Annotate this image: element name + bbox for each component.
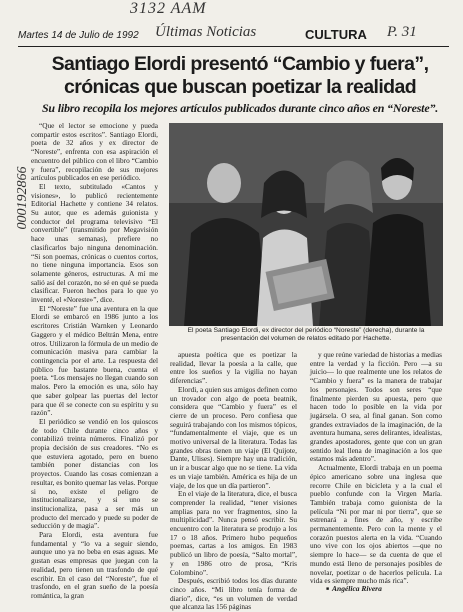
article-column-2 [170,351,297,612]
handwritten-publication-name: Últimas Noticias [155,24,257,40]
paragraph: El texto, subtitulado «Cantos y visiones», lo publicó recientemente Editorial Hachette y contiene 34 relatos. Su autor, que es además guionista y conductor del programa televisivo “El convertible” (transmitido por Megavisión hace unas semanas), prefiere no clasificarlos bajo ninguna denominación. “Si son poemas, crónicas o cuentos cortos, no tiene ninguna importancia. Esos son solamente géneros, estructuras. A mí me salió así del corazón, no sé en qué se pueda clasificar. Fueron hechos para lo que yo inventé, el «Noreste»”, dice. [31,181,158,305]
paragraph: El “Noreste” fue una aventura en la que Elordi se embarcó en 1986 junto a los escritores Cristián Warnken y Leonardo Gaggero y el médico Beltrán Mena, entre otros. Utilizaron la fórmula de un medio de comunicación masiva para cambiar la contingencia por el arte. La respuesta del público fue bastante buena, cuenta el poeta. “Los mensajes no llegan cuando son malos. Pero la emoción es una, sólo hay que saber golpear las puertas del lector para que él se conecte con su espíritu y su razón”. [31,303,158,418]
headline-line-2: crónicas que buscan poetizar la realidad [63,76,417,98]
photo-illustration [169,123,443,326]
paragraph: Después, escribió todos los días durante cinco años. “Mi libro tenía forma de diario”, dice, “es un volumen de verdad que alcanza las 156 páginas [170,576,297,612]
paragraph: El periódico se vendió en los quioscos de todo Chile durante cinco años y contabilizó treinta números. Finalizó por propia decisión de sus creadores. “No es que estuviera agotado, pero en bueno también poner distancias con los proyectos. Cuando las cosas comienzan a resultar, es bonito quemar las velas. Porque si no, existe el peligro de institucionalizarse, y si uno se institucionaliza, pasa a ser más un producto del mercado y puede su poder de seducción y de magia”. [31,416,158,531]
article-column-3 [310,351,442,586]
article-photo [169,123,443,326]
handwritten-archive-code: 000192866 [15,166,30,230]
paragraph: Elordi, a quien sus amigos definen como un trovador con algo de poeta beatnik, considera que “Cambio y fuera” es el cierre de un proceso. Pero confiesa que seguirá trabajando con los mismos tópicos, “fundamentalmente el viaje, que es un motivo universal de la literatura. Todas las grandes obras tienen un viaje (El Quijote, Dante, Ulises). Siempre hay una tradición, un ir a buscar algo que no se tiene. La vida es un viaje también. América es hija de un viaje, de los que un día partieron”. [170,384,297,490]
paragraph: En el viaje de la literatura, dice, el busca comprender la realidad, “tener visiones amplias para no ver fragmentos, sino la multiplicidad”. Nunca pensó escribir. Su encuentro con la literatura se produjo a los 17 o 18 años. Primero hubo pequeños poemas, cartas a los amigos. En 1983 publicó un libro de poesía, “Salto mortal”, y en 1986 otro de prosa, “Kris Colombino”. [170,489,297,577]
handwritten-reference-number: 3132 AAM [130,0,207,17]
handwritten-page-reference: P. 31 [387,24,417,40]
subheadline: Su libro recopila los mejores artículos publicados durante cinco años en “Noreste”. [41,101,439,115]
section-title: CULTURA [305,27,367,42]
paragraph: apuesta poética que es poetizar la realidad, llevar la poesía a la calle, que entre los sueños y la vigilia no hayan diferencias”. [170,350,297,386]
headline-line-1: Santiago Elordi presentó “Cambio y fuera”, [51,53,429,75]
headline [24,53,456,99]
photo-caption: El poeta Santiago Elordi, ex director del periódico “Noreste” (derecha), durante la presentación del volumen de relatos editado por Hachette. [187,327,425,342]
paragraph: “Que el lector se emocione y pueda compartir estos escritos”. Santiago Elordi, poeta de 32 años y ex director de “Noreste”, enfrenta con esa aspiración el encuentro del público con el libro “Cambio y fuera”, recopilación de sus mejores artículos publicados en ese periódico. [31,121,158,183]
header-rule [18,46,449,47]
byline: ■ Angélica Rivera [326,584,382,593]
article-column-1 [31,122,158,601]
paragraph: Actualmente, Elordi trabaja en un poema épico americano sobre una inglesa que recorre Chile en bicicleta y a la cual el pueblo confunde con la Virgen María. También trabaja como guionista de la película “Ni por mar ni por tierra”, que se estrenará a fines de año, y escribe permanentemente. Pero con la mente y el corazón puestos alerta en la vida. “Cuando uno vive con los ojos abiertos —que no siempre lo hace— se da cuenta de que el mundo está lleno de personajes posibles de novelar, poetizar o de hacerlos película. La vida es siempre mucho más rica”. [310,463,442,586]
paragraph: y que reúne variedad de historias a medias entre la verdad y la ficción. Pero —a su juicio— lo que realmente une los relatos de “Cambio y fuera” es la manera de trabajar los personajes. Todos son seres “que finalmente pierden su apuesta, pero que hacen todo lo posible en la vida por jugársela. O sea, al final ganan. Son como grandes extraviados de la imaginación, de la aventura humana, seres delirantes, idealistas, grandes apostadores, gente que con un gran sentido leal llena de imaginación a los que estamos más adentro”. [310,350,442,464]
paragraph: Para Elordi, esta aventura fue fundamental y “lo va a seguir siendo, aunque uno ya no beba en esas aguas. Me gustan esas empresas que juegan con la realidad, pero tienen un trasfondo de qué escribir. En el caso del “Noreste”, fue el trasfondo, en el gran sueño de la poesía romántica, la gran [31,530,158,600]
dateline: Martes 14 de Julio de 1992 [18,30,139,41]
